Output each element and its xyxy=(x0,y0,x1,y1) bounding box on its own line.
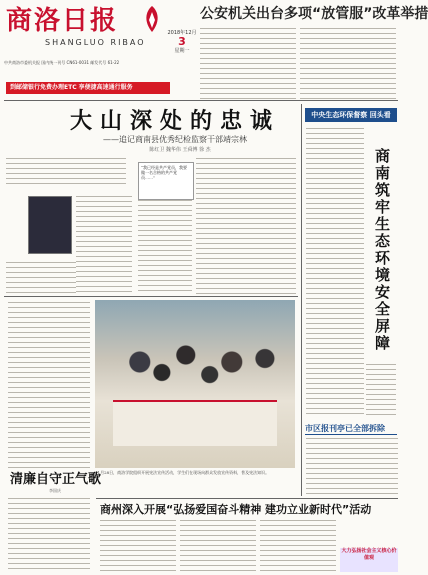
divider-top xyxy=(4,100,398,101)
right-column-body-1 xyxy=(306,128,364,418)
masthead-info: 中共商洛市委机关报 国内统一刊号 CN61-0031 邮发代号 61-22 xyxy=(4,60,120,65)
news-photo xyxy=(95,300,295,468)
date-weekday: 星期一 xyxy=(174,48,190,54)
left-column-body xyxy=(8,302,90,468)
bottom-ad: 大力弘扬社会主义核心价值观 xyxy=(340,548,398,572)
top-article-headline: 公安机关出台多项“放管服”改革举措 xyxy=(200,6,428,22)
bottom-article-body-3 xyxy=(260,520,336,572)
top-article-body-right xyxy=(300,28,396,100)
top-article-body-left xyxy=(200,28,296,100)
issue-date xyxy=(166,30,198,70)
bottom-article-body-2 xyxy=(180,520,256,572)
main-article-body-4 xyxy=(6,262,76,294)
main-article-body-3 xyxy=(76,196,132,294)
main-article-body-1 xyxy=(196,158,296,294)
column-title: 清廉自守正气歌 xyxy=(10,472,102,487)
right-column-body-2 xyxy=(366,364,396,418)
newspaper-logo: 商洛日报 xyxy=(6,6,119,36)
photo-crowd xyxy=(103,334,287,404)
bottom-article-body-1 xyxy=(100,520,176,572)
divider-right xyxy=(301,104,302,496)
portrait-photo xyxy=(28,196,72,254)
right-section-body xyxy=(306,438,398,496)
right-column-vertical-title: 商南筑牢生态环境安全屏障 xyxy=(373,148,391,352)
right-section-title: 市区报刊亭已全部拆除 xyxy=(305,422,397,435)
bottom-article-headline: 商州深入开展“弘扬爱国奋斗精神 建功立业新时代”活动 xyxy=(100,503,372,516)
date-year-month: 2018年12月 xyxy=(167,30,197,36)
main-article-body-2 xyxy=(138,200,192,294)
divider-bottom xyxy=(96,498,398,499)
main-article-subtitle: ——追记商南县优秀纪检监察干部靖宗林 xyxy=(103,135,247,144)
column-body xyxy=(8,498,90,570)
column-byline: 李国庆 xyxy=(49,488,61,493)
newspaper-pinyin: SHANGLUO RIBAO xyxy=(45,38,146,47)
right-column-banner: 中央生态环保督察 回头看 xyxy=(305,108,397,122)
photo-caption: 11月28日，商洛学院组织开展宪法宣传活动，学生们在现场向群众发放宣传资料，普及宪法知识。 xyxy=(95,470,270,475)
masthead-ad-banner: 到邮储银行免费办理ETC 享便捷高速通行服务 xyxy=(6,82,170,94)
divider-mid xyxy=(4,296,298,297)
main-article-quote: “我已经是共产党员，我要做一名合格的共产党员……” xyxy=(138,162,194,200)
newspaper-emblem-icon xyxy=(140,4,164,34)
date-day: 3 xyxy=(178,35,186,48)
photo-table xyxy=(113,400,277,446)
main-article-title: 大山深处的忠诚 xyxy=(69,108,280,134)
main-article-lead xyxy=(6,158,126,188)
main-article-byline: 陈红卫 魏华伟 王舜博 徐 杰 xyxy=(149,147,211,153)
